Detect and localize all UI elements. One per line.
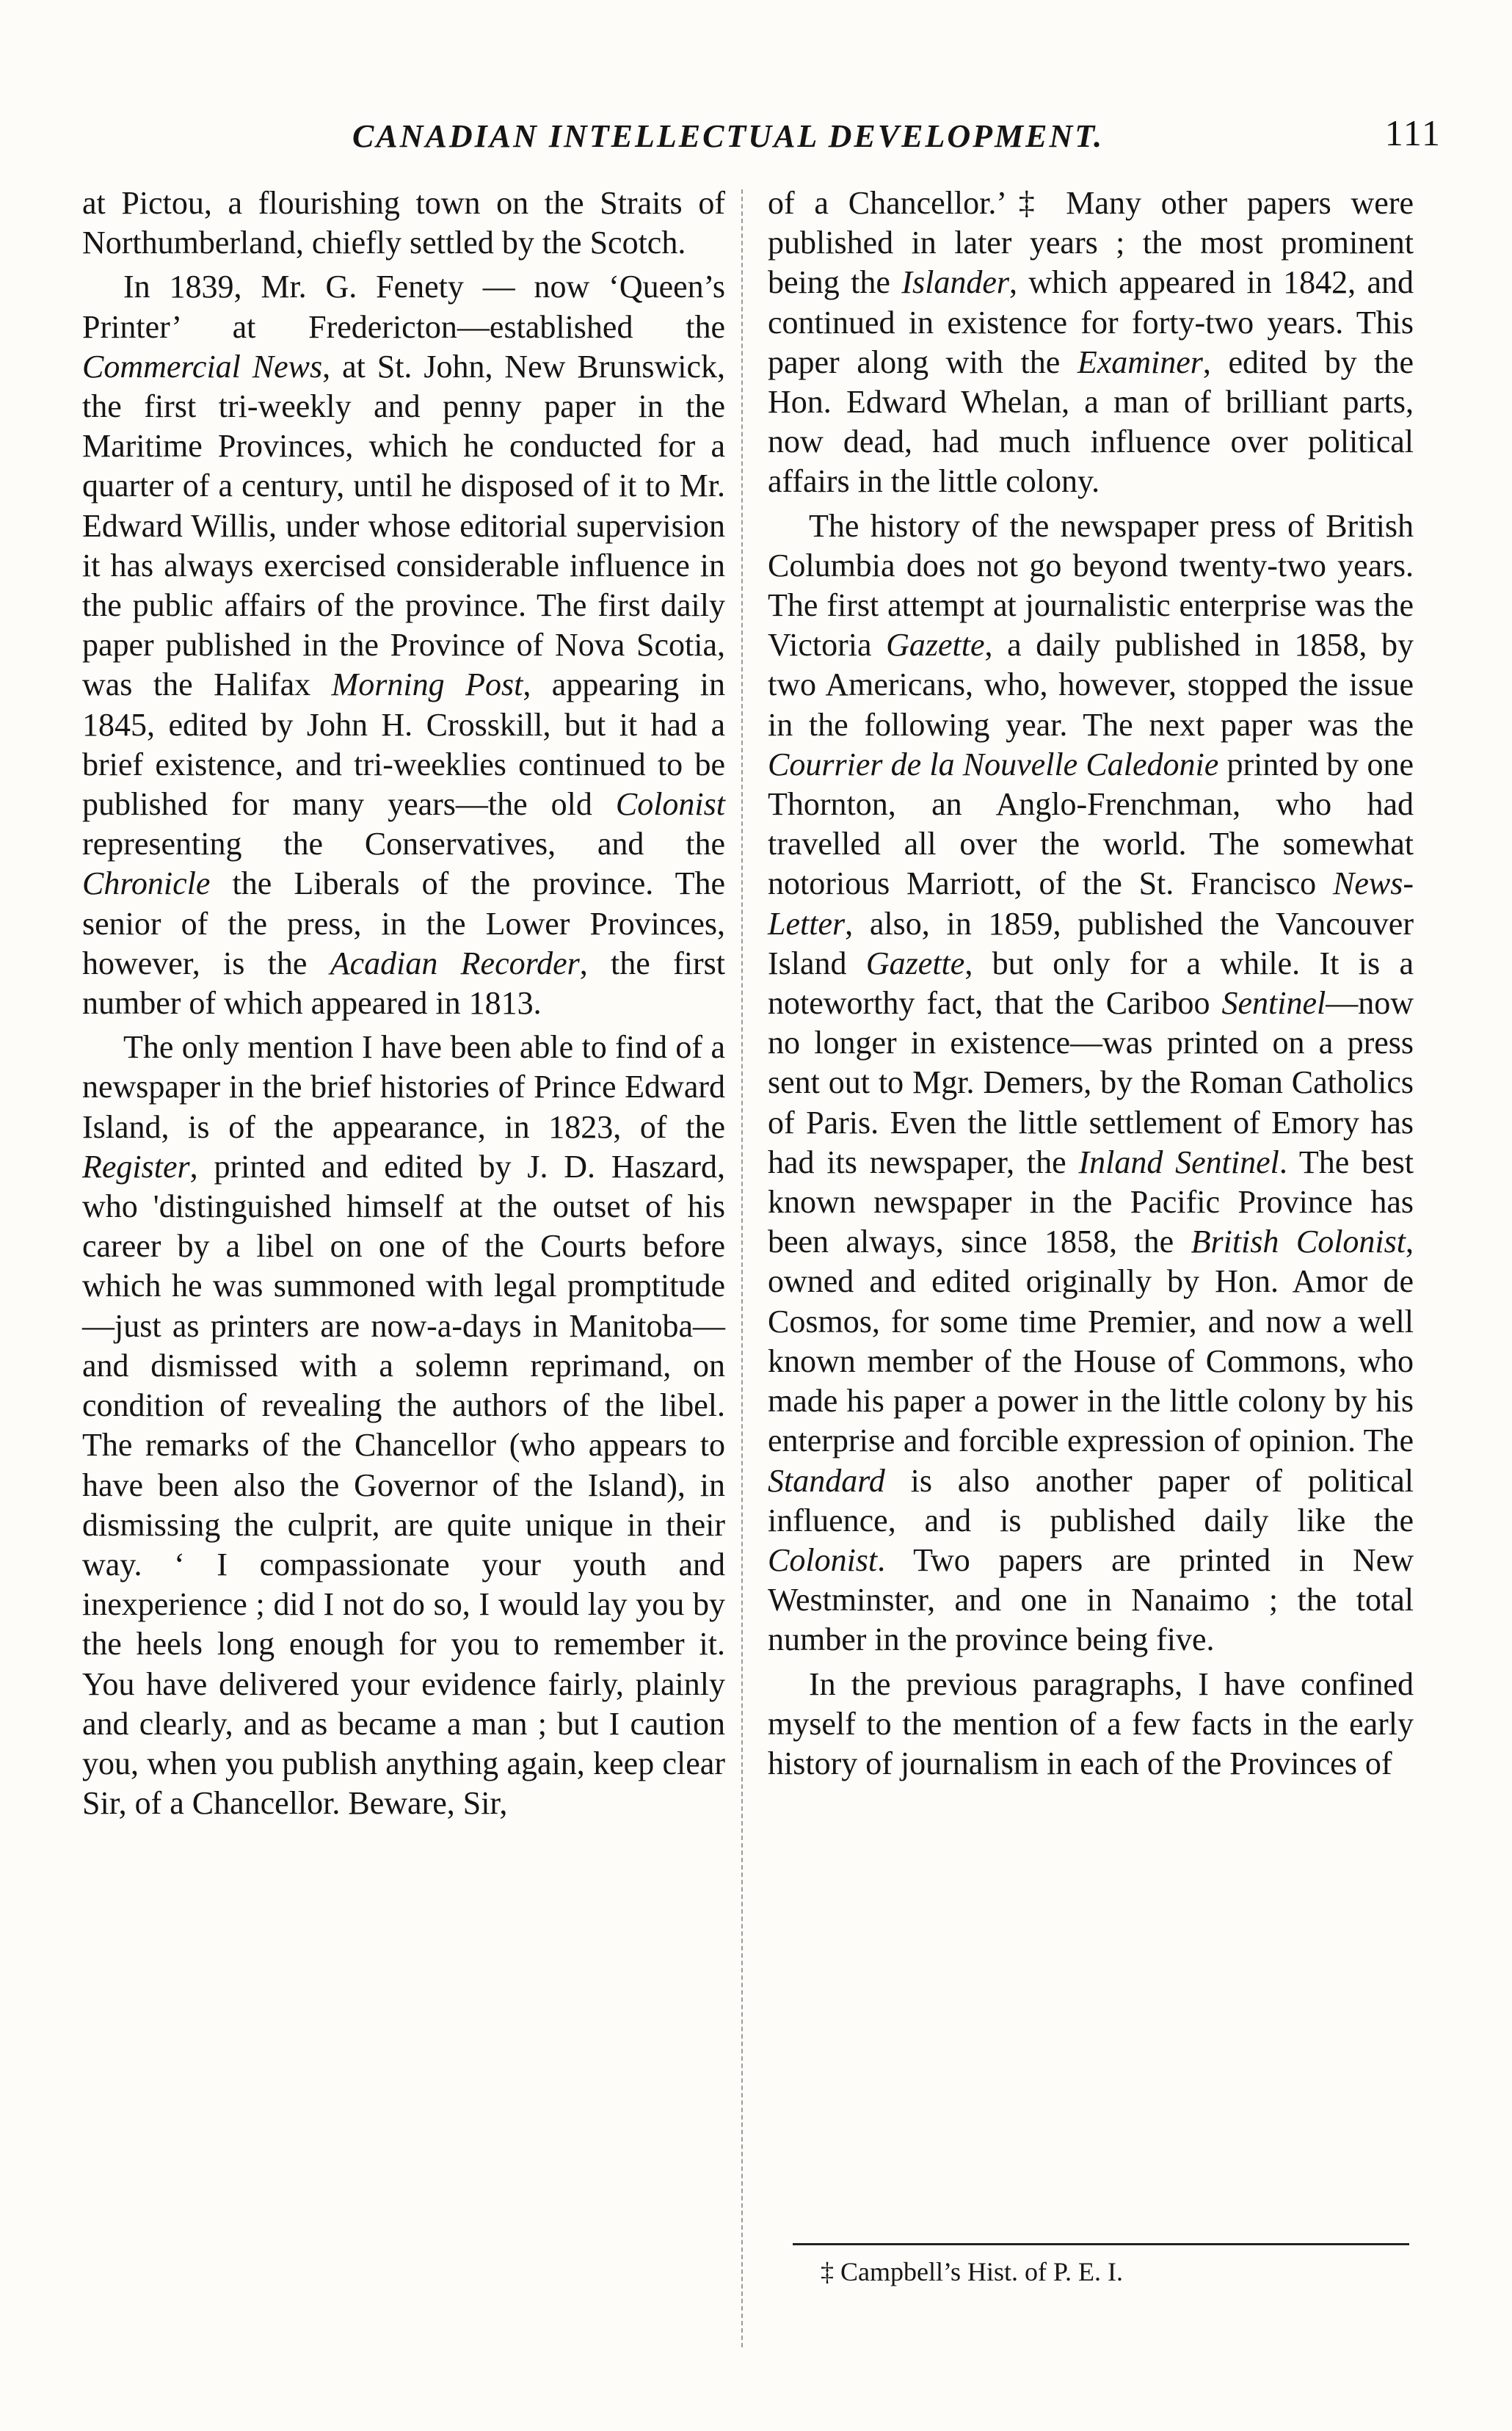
newspaper-title: Sentinel — [1221, 985, 1326, 1022]
paragraph-text: . The best known newspaper in the Pacific Province has been always, since 1858, the — [768, 1144, 1414, 1260]
newspaper-title: Examiner — [1077, 344, 1203, 380]
newspaper-title: Standard — [768, 1462, 885, 1499]
newspaper-title: Morning Post — [331, 666, 523, 703]
paragraph — [82, 1028, 725, 1823]
paragraph-text: , at St. John, New Brunswick, the first tri-weekly and penny paper in the Maritime Provinces, which he conducted for a quarter of a century, until he disposed of it to Mr. Edward Willis, under whose editorial supervision it has always exercised considerable influence in the public affairs of the province. The first daily paper published in the Province of Nova Scotia, was the Halifax — [82, 348, 725, 703]
newspaper-title: British Colonist — [1191, 1224, 1406, 1260]
newspaper-title: Acadian Recorder — [330, 945, 580, 981]
paragraph-text: of a Chancellor.’‡ Many other papers were published in later years ; the most prominent being the — [768, 185, 1414, 301]
paragraph-text: , the first number of which appeared in 1813. — [82, 945, 725, 1022]
newspaper-title: Gazette — [865, 945, 965, 981]
paragraph-text: In the previous paragraphs, I have confined myself to the mention of a few facts in the early history of journalism in each of the Provinces of — [768, 1665, 1414, 1781]
paragraph-text: . Two papers are printed in New Westminster, and one in Nanaimo ; the total number in the province being five. — [768, 1541, 1414, 1658]
paragraph-text: , edited by the Hon. Edward Whelan, a man of brilliant parts, now dead, had much influence over political affairs in the little colony. — [768, 344, 1414, 500]
page-number: 111 — [1384, 112, 1442, 153]
newspaper-title: Register — [82, 1148, 190, 1185]
newspaper-title: Islander — [901, 264, 1009, 301]
column-divider — [741, 189, 743, 2347]
paragraph-text: representing the Conservatives, and the — [82, 826, 725, 862]
running-title: CANADIAN INTELLECTUAL DEVELOPMENT. — [352, 118, 1105, 154]
paragraph-text: , owned and edited originally by Hon. Amor de Cosmos, for some time Premier, and now a well known member of the House of Commons, who made his paper a power in the little colony by his enterprise and forcible expression of opinion. The — [768, 1224, 1414, 1459]
paragraph-text: , but only for a while. It is a noteworthy fact, that the Cariboo — [768, 945, 1414, 1022]
right-column — [768, 183, 1414, 1784]
paragraph — [82, 267, 725, 1023]
newspaper-title: News-Letter — [768, 865, 1414, 942]
newspaper-title: Commercial News — [82, 348, 323, 385]
paragraph-text: is also another paper of political influence, and is published daily like the — [768, 1462, 1414, 1538]
paragraph-text: In 1839, Mr. G. Fenety — now ‘Queen’s Printer’ at Fredericton—established the — [82, 269, 725, 345]
newspaper-title: Colonist — [615, 786, 725, 823]
paragraph-text: at Pictou, a flourishing town on the Straits of Northumberland, chiefly settled by the Scotch. — [82, 185, 725, 261]
paragraph-text: , printed and edited by J. D. Haszard, who 'distinguished himself at the outset of his career by a libel on one of the Courts before which he was summoned with legal promptitude—just as printers are now-a-days in Manitoba—and dismissed with a solemn reprimand, on condition of revealing the authors of the libel. The remarks of the Chancellor (who appears to have been also the Governor of the Island), in dismissing the culprit, are quite unique in their way. ‘ I compassionate your youth and inexperience ; did I not do so, I would lay you by the heels long enough for you to remember it. You have delivered your evidence fairly, plainly and clearly, and as became a man ; but I caution you, when you publish anything again, keep clear Sir, of a Chancellor. Beware, Sir, — [82, 1148, 725, 1822]
newspaper-title: Inland Sentinel — [1078, 1144, 1279, 1180]
paragraph-text: —now no longer in existence—was printed on a press sent out to Mgr. Demers, by the Roman Catholics of Paris. Even the little settlement of Emory has had its newspaper, the — [768, 985, 1414, 1180]
footnote: ‡ Campbell’s Hist. of P. E. I. — [821, 2257, 1123, 2286]
left-column — [82, 183, 725, 1823]
paragraph-text: , which appeared in 1842, and continued in existence for forty-two years. This paper along with the — [768, 264, 1414, 380]
newspaper-title: Chronicle — [82, 865, 211, 902]
paragraph-text: , appearing in 1845, edited by John H. Crosskill, but it had a brief existence, and tri-weeklies continued to be published for many years—the old — [82, 666, 725, 823]
paragraph-text: The history of the newspaper press of British Columbia does not go beyond twenty-two years. The first attempt at journalistic enterprise was the Victoria — [768, 507, 1414, 664]
paragraph — [768, 183, 1414, 502]
newspaper-title: Gazette — [886, 627, 985, 664]
paragraph-text: , a daily published in 1858, by two Americans, who, however, stopped the issue in the following year. The next paper was the — [768, 627, 1414, 743]
footnote-rule — [793, 2243, 1409, 2245]
paragraph-text: printed by one Thornton, an Anglo-Frenchman, who had travelled all over the world. The somewhat notorious Marriott, of the St. Francisco — [768, 746, 1414, 902]
paragraph-text: The only mention I have been able to find of a newspaper in the brief histories of Prince Edward Island, is of the appearance, in 1823, of the — [82, 1029, 725, 1145]
paragraph — [82, 183, 725, 263]
paragraph — [768, 1665, 1414, 1784]
newspaper-title: Colonist — [768, 1541, 878, 1578]
paragraph-text: , also, in 1859, published the Vancouver Island — [768, 905, 1414, 981]
newspaper-title: Courrier de la Nouvelle Caledonie — [768, 746, 1219, 782]
paragraph-text: the Liberals of the province. The senior of the press, in the Lower Provinces, however, is the — [82, 865, 725, 981]
paragraph — [768, 506, 1414, 1660]
page-header — [81, 110, 1446, 161]
